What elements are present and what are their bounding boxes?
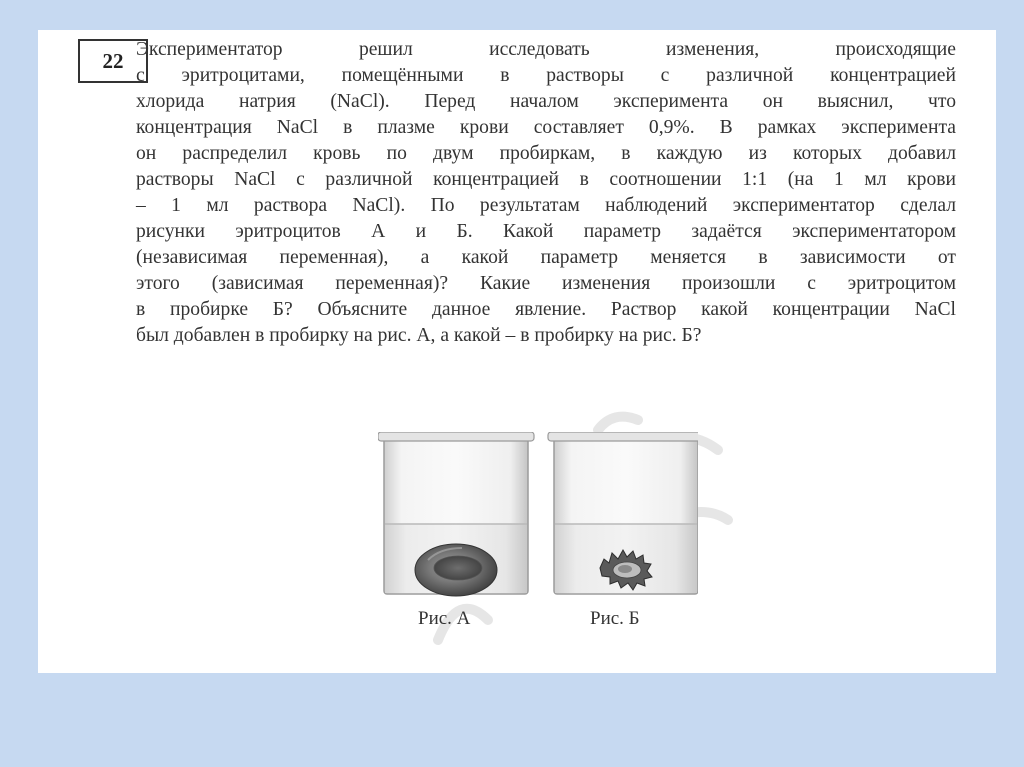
task-line-1: Экспериментатор решил исследовать изменения, происходящие bbox=[136, 39, 956, 60]
task-line-12: был добавлен в пробирку на рис. А, а какой – в пробирку на рис. Б? bbox=[136, 325, 702, 346]
task-line-2: с эритроцитами, помещёнными в растворы с различной концентрацией bbox=[136, 65, 956, 86]
beakers-figure bbox=[378, 432, 698, 604]
task-line-11: в пробирке Б? Объясните данное явление. Раствор какой концентрации NaCl bbox=[136, 299, 956, 320]
task-line-8: рисунки эритроцитов А и Б. Какой параметр задаётся экспериментатором bbox=[136, 221, 956, 242]
task-sheet bbox=[38, 30, 996, 673]
task-line-3: хлорида натрия (NaCl). Перед началом эксперимента он выяснил, что bbox=[136, 91, 956, 112]
figure-a-caption: Рис. А bbox=[418, 608, 471, 629]
task-line-10: этого (зависимая переменная)? Какие изменения произошли с эритроцитом bbox=[136, 273, 956, 294]
task-line-9: (независимая переменная), а какой параметр меняется в зависимости от bbox=[136, 247, 956, 268]
task-number: 22 bbox=[78, 39, 148, 83]
task-line-5: он распределил кровь по двум пробиркам, в каждую из которых добавил bbox=[136, 143, 956, 164]
beaker-b bbox=[548, 432, 698, 594]
normal-erythrocyte-icon bbox=[415, 544, 497, 596]
task-line-4: концентрация NaCl в плазме крови составляет 0,9%. В рамках эксперимента bbox=[136, 117, 956, 138]
task-line-6: растворы NaCl с различной концентрацией в соотношении 1:1 (на 1 мл крови bbox=[136, 169, 956, 190]
task-line-7: – 1 мл раствора NaCl). По результатам наблюдений экспериментатор сделал bbox=[136, 195, 956, 216]
figure-b-caption: Рис. Б bbox=[590, 608, 640, 629]
beaker-a bbox=[378, 432, 534, 596]
task-text bbox=[136, 37, 956, 349]
